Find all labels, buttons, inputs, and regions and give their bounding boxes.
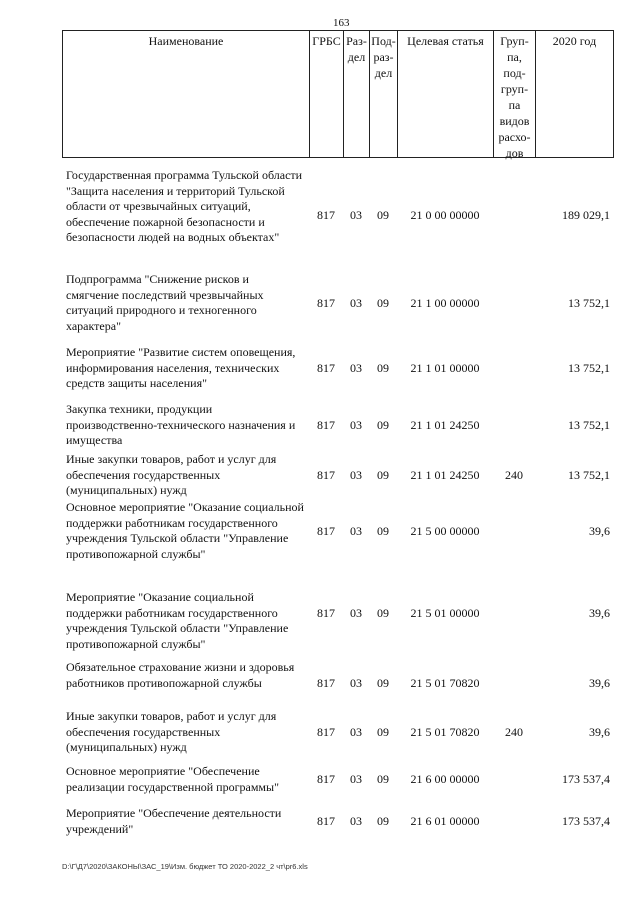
row-amount: 189 029,1 — [562, 208, 610, 222]
row-name: Мероприятие "Развитие систем оповещения, информирования населения, технических средств защиты населения" — [66, 345, 296, 390]
row-target-article: 21 1 01 24250 — [410, 468, 480, 482]
row-target-article: 21 5 01 70820 — [410, 676, 480, 690]
header-podrazdel: Под- раз- дел — [370, 31, 398, 157]
row-target-article: 21 1 01 24250 — [410, 418, 480, 432]
row-name: Иные закупки товаров, работ и услуг для обеспечения государственных (муниципальных) нужд — [66, 709, 277, 754]
row-target-article: 21 1 00 00000 — [410, 296, 480, 310]
row-name: Обязательное страхование жизни и здоровья работников противопожарной службы — [66, 660, 295, 690]
row-podrazdel: 09 — [377, 361, 389, 375]
row-razdel: 03 — [350, 468, 362, 482]
row-razdel: 03 — [350, 208, 362, 222]
row-podrazdel: 09 — [377, 772, 389, 786]
row-grbs: 817 — [317, 606, 335, 620]
row-name: Мероприятие "Оказание социальной поддержки работникам государственного учреждения Тульской области "Управление противопожарной службы" — [66, 590, 289, 651]
file-path-footer: D:\Г\Д7\2020\ЗАКОНЫ\ЗАС_19\Изм. бюджет ТО 2020-2022_2 чт\pr6.xls — [62, 862, 308, 871]
row-grbs: 817 — [317, 725, 335, 739]
row-grbs: 817 — [317, 524, 335, 538]
header-year: 2020 год — [552, 34, 597, 48]
row-name: Основное мероприятие "Оказание социальной поддержки работникам государственного учреждения Тульской области "Управление противопожарной службы" — [66, 500, 304, 561]
row-name: Государственная программа Тульской области "Защита населения и территорий Тульской области от чрезвычайных ситуаций, обеспечение пожарной безопасности и безопасности людей на водных объектах" — [66, 168, 303, 244]
row-grbs: 817 — [317, 468, 335, 482]
row-amount: 173 537,4 — [562, 814, 610, 828]
row-amount: 13 752,1 — [568, 468, 610, 482]
row-podrazdel: 09 — [377, 296, 389, 310]
row-amount: 13 752,1 — [568, 418, 610, 432]
row-grbs: 817 — [317, 418, 335, 432]
row-amount: 39,6 — [589, 676, 610, 690]
row-name: Закупка техники, продукции производственно-технического назначения и имущества — [66, 402, 296, 447]
row-razdel: 03 — [350, 725, 362, 739]
row-grbs: 817 — [317, 772, 335, 786]
row-name: Основное мероприятие "Обеспечение реализации государственной программы" — [66, 764, 279, 794]
page-number: 163 — [333, 17, 350, 29]
row-podrazdel: 09 — [377, 725, 389, 739]
budget-table — [62, 30, 614, 158]
row-razdel: 03 — [350, 772, 362, 786]
row-grbs: 817 — [317, 296, 335, 310]
row-grbs: 817 — [317, 208, 335, 222]
row-razdel: 03 — [350, 676, 362, 690]
header-name: Наименование — [63, 31, 310, 157]
row-podrazdel: 09 — [377, 676, 389, 690]
row-amount: 39,6 — [589, 524, 610, 538]
row-podrazdel: 09 — [377, 606, 389, 620]
header-grbs: ГРБС — [310, 31, 344, 157]
row-name: Подпрограмма "Снижение рисков и смягчение последствий чрезвычайных ситуаций природного и техногенного характера" — [66, 272, 264, 333]
row-expense-group: 240 — [505, 468, 523, 482]
row-amount: 13 752,1 — [568, 361, 610, 375]
row-podrazdel: 09 — [377, 208, 389, 222]
row-podrazdel: 09 — [377, 418, 389, 432]
row-razdel: 03 — [350, 418, 362, 432]
row-amount: 39,6 — [589, 725, 610, 739]
row-name: Иные закупки товаров, работ и услуг для обеспечения государственных (муниципальных) нужд — [66, 452, 277, 497]
row-razdel: 03 — [350, 361, 362, 375]
row-grbs: 817 — [317, 361, 335, 375]
row-target-article: 21 5 00 00000 — [410, 524, 480, 538]
row-target-article: 21 6 01 00000 — [410, 814, 480, 828]
row-amount: 13 752,1 — [568, 296, 610, 310]
row-amount: 39,6 — [589, 606, 610, 620]
header-target-article: Целевая статья — [398, 31, 494, 157]
table-header — [62, 30, 614, 158]
row-amount: 173 537,4 — [562, 772, 610, 786]
row-podrazdel: 09 — [377, 524, 389, 538]
row-razdel: 03 — [350, 524, 362, 538]
row-podrazdel: 09 — [377, 468, 389, 482]
row-target-article: 21 5 01 70820 — [410, 725, 480, 739]
header-razdel: Раз- дел — [344, 31, 370, 157]
row-razdel: 03 — [350, 296, 362, 310]
row-razdel: 03 — [350, 606, 362, 620]
header-expense-group: Груп- па, под- груп- па видов расхо- дов — [494, 31, 536, 157]
row-razdel: 03 — [350, 814, 362, 828]
row-grbs: 817 — [317, 814, 335, 828]
row-target-article: 21 1 01 00000 — [410, 361, 480, 375]
row-target-article: 21 0 00 00000 — [410, 208, 480, 222]
row-expense-group: 240 — [505, 725, 523, 739]
row-name: Мероприятие "Обеспечение деятельности учреждений" — [66, 806, 282, 836]
row-target-article: 21 6 00 00000 — [410, 772, 480, 786]
row-podrazdel: 09 — [377, 814, 389, 828]
row-grbs: 817 — [317, 676, 335, 690]
row-target-article: 21 5 01 00000 — [410, 606, 480, 620]
